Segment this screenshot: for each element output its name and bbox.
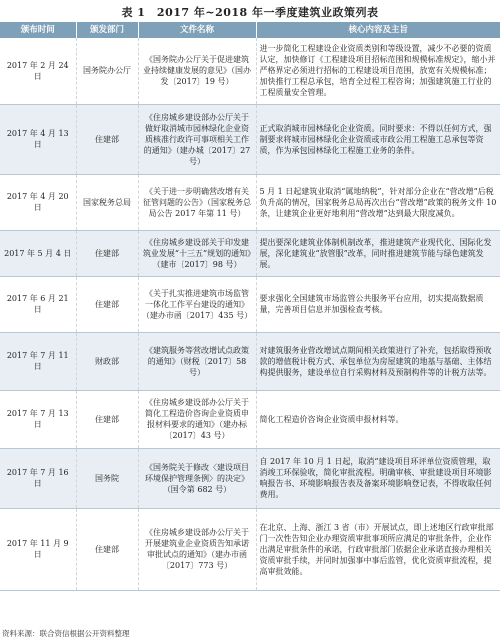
row-doc: 《国务院办公厅关于促进建筑业持续健康发展的意见》（国办发〔2017〕19 号） <box>138 38 256 104</box>
table-row <box>0 508 500 590</box>
header-doc: 文件名称 <box>138 22 256 38</box>
row-doc: 《关于进一步明确营改增有关征管问题的公告》（国家税务总局公告 2017 年第 11 号） <box>138 174 256 230</box>
source-note: 资料来源：联合资信根据公开资料整理 <box>2 629 130 638</box>
row-core: 自 2017 年 10 月 1 日起，取消“建设项目环评单位资质管理，取消竣工环保验收，简化审批流程。明确审核、审批建设项目环境影响报告书、环境影响报告表及备案环境影响登记表，不得收取任何费用。 <box>256 448 500 508</box>
table-row <box>0 332 500 390</box>
row-date: 2017 年 5 月 4 日 <box>0 230 76 276</box>
row-dept: 住建部 <box>76 230 138 276</box>
row-doc: 《关于扎实推进建筑市场监管一体化工作平台建设的通知》（建办市函〔2017〕435 号） <box>138 276 256 332</box>
row-dept: 住建部 <box>76 390 138 448</box>
row-date: 2017 年 7 月 11 日 <box>0 332 76 390</box>
table-row <box>0 38 500 104</box>
row-doc: 《住房城乡建设部办公厅关于简化工程造价咨询企业资质申报材料要求的通知》（建办标〔2017〕43 号） <box>138 390 256 448</box>
table-row <box>0 390 500 448</box>
row-core: 提出要深化建筑业体制机制改革，推进建筑产业现代化、国际化发展，深化建筑业“放管服”改革，同时推进建筑节能与绿色建筑发展。 <box>256 230 500 276</box>
row-core: 在北京、上海、浙江 3 省（市）开展试点，即上述地区行政审批部门一次性告知企业办理资质审批事项所应满足的审批条件，企业作出满足审批条件的承诺，行政审批部门依据企业承诺直接办理相关资质审批手续，并同时加强事中事后监管，优化资质审批流程，提高审批效能。 <box>256 508 500 590</box>
row-doc: 《国务院关于修改〈建设项目环境保护管理条例〉的决定》（国令第 682 号） <box>138 448 256 508</box>
row-doc: 《住房城乡建设部办公厅关于做好取消城市园林绿化企业资质核准行政许可事项相关工作的通知》（建办城〔2017〕27 号） <box>138 104 256 174</box>
table-row <box>0 174 500 230</box>
header-core: 核心内容及主旨 <box>256 22 500 38</box>
row-date: 2017 年 4 月 13 日 <box>0 104 76 174</box>
row-dept: 国家税务总局 <box>76 174 138 230</box>
row-doc: 《建筑服务等营改增试点政策的通知》（财税〔2017〕58 号） <box>138 332 256 390</box>
row-doc: 《住房城乡建设部关于印发建筑业发展“十三五”规划的通知》（建市〔2017〕98 号） <box>138 230 256 276</box>
policy-table <box>0 22 500 591</box>
row-core: 要求强化全国建筑市场监管公共服务平台应用，切实提高数据质量，完善项目信息并加强检查考核。 <box>256 276 500 332</box>
row-date: 2017 年 7 月 13 日 <box>0 390 76 448</box>
header-date: 颁布时间 <box>0 22 76 38</box>
row-doc: 《住房城乡建设部办公厅关于开展建筑业企业资质告知承诺审批试点的通知》（建办市函〔2017〕773 号） <box>138 508 256 590</box>
row-date: 2017 年 2 月 24 日 <box>0 38 76 104</box>
row-dept: 国务院办公厅 <box>76 38 138 104</box>
row-dept: 住建部 <box>76 104 138 174</box>
table-row <box>0 448 500 508</box>
table-title: 表 1 2017 年~2018 年一季度建筑业政策列表 <box>121 6 379 19</box>
table-row <box>0 230 500 276</box>
table-header-row <box>0 22 500 38</box>
row-dept: 住建部 <box>76 276 138 332</box>
row-date: 2017 年 4 月 20 日 <box>0 174 76 230</box>
table-row <box>0 276 500 332</box>
row-core: 进一步简化工程建设企业资质类别和等级设置，减少不必要的资质认定，加快修订《工程建设项目招标范围和规模标准规定》，缩小并严格界定必须进行招标的工程建设项目范围，放宽有关规模标准；加快推行工程总承包，培育全过程工程咨询；加强建筑施工行业的工程质量安全管理。 <box>256 38 500 104</box>
header-dept: 颁发部门 <box>76 22 138 38</box>
row-dept: 国务院 <box>76 448 138 508</box>
row-dept: 财政部 <box>76 332 138 390</box>
row-core: 简化工程造价咨询企业资质申报材料等。 <box>256 390 500 448</box>
row-core: 对建筑服务业营改增试点期间相关政策进行了补充，包括取得预收款的增值税计税方式、承包单位为房屋建筑的地基与基础、主体结构提供服务，建设单位自行采购材料及预制构件等的计税方法等。 <box>256 332 500 390</box>
table-row <box>0 104 500 174</box>
row-date: 2017 年 6 月 21 日 <box>0 276 76 332</box>
row-date: 2017 年 7 月 16 日 <box>0 448 76 508</box>
row-core: 正式取消城市园林绿化企业资质。同时要求：不得以任何方式，强制要求将城市园林绿化企业资质或市政公用工程施工总承包等资质，作为承包园林绿化工程施工业务的条件。 <box>256 104 500 174</box>
row-core: 5 月 1 日起建筑业取消“属地纳税”，针对部分企业在“营改增”后税负升高的情况，国家税务总局再次出台“营改增”政策的税务文件 10 条，让建筑企业更好地利用“营改增”达到最大限度减负。 <box>256 174 500 230</box>
row-date: 2017 年 11 月 9 日 <box>0 508 76 590</box>
row-dept: 住建部 <box>76 508 138 590</box>
